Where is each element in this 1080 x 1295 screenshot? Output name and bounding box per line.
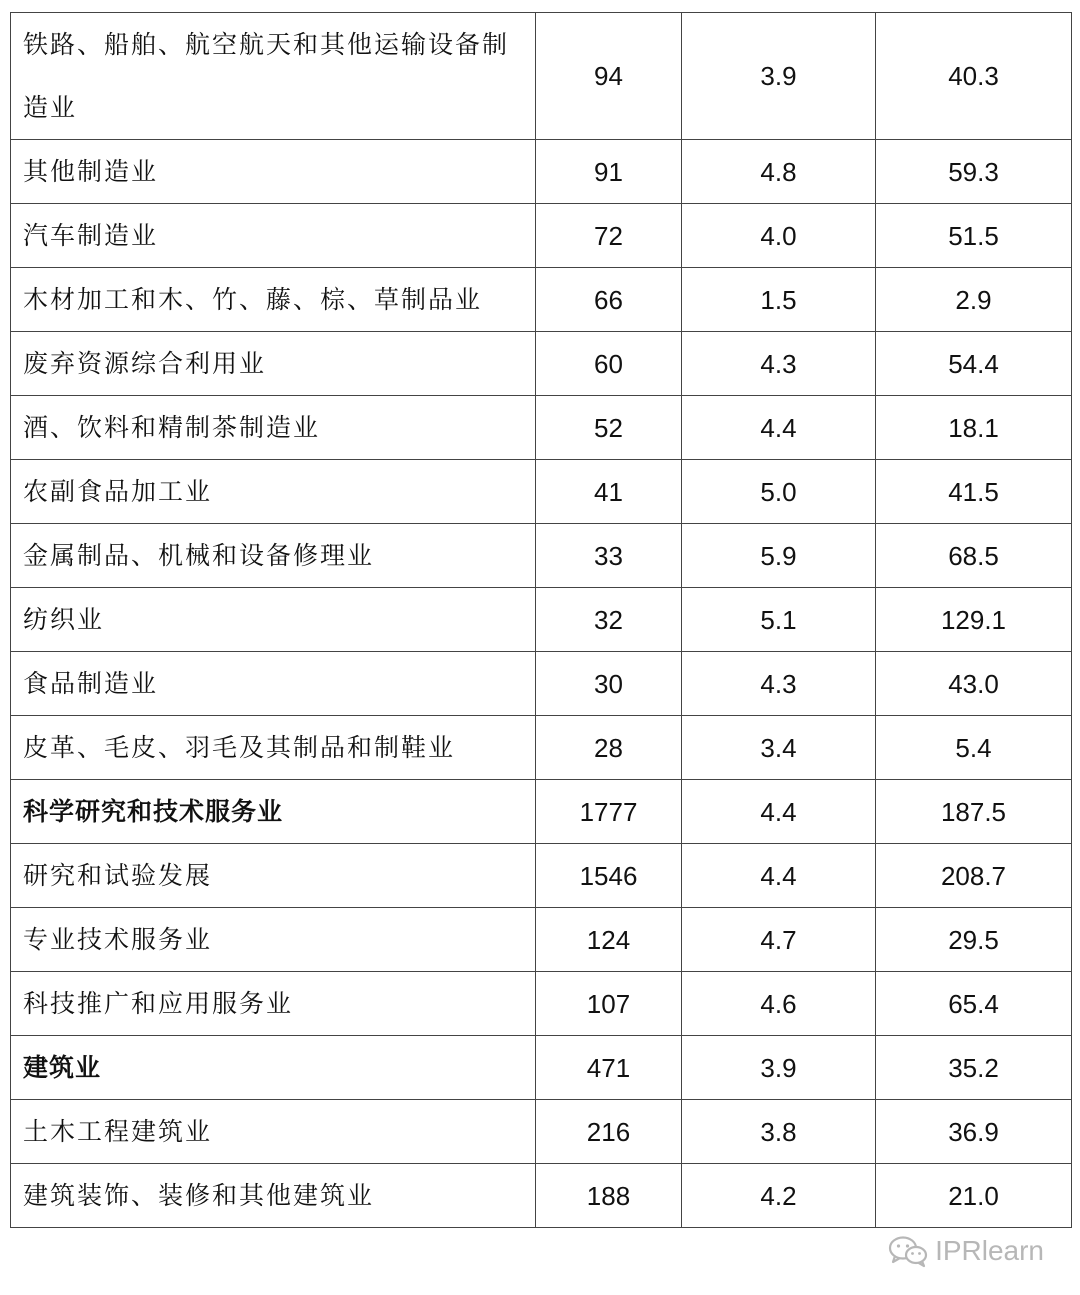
value-col-1: 471 [536, 1036, 682, 1100]
value-col-1: 1546 [536, 844, 682, 908]
industry-name: 废弃资源综合利用业 [11, 332, 536, 396]
value-col-1: 60 [536, 332, 682, 396]
industry-name: 其他制造业 [11, 140, 536, 204]
table-row [11, 652, 1072, 716]
value-col-2: 5.0 [682, 460, 876, 524]
watermark-text: IPRlearn [935, 1235, 1044, 1266]
value-col-1: 41 [536, 460, 682, 524]
industry-name: 木材加工和木、竹、藤、棕、草制品业 [11, 268, 536, 332]
industry-name: 专业技术服务业 [11, 908, 536, 972]
value-col-1: 94 [536, 13, 682, 140]
value-col-2: 1.5 [682, 268, 876, 332]
industry-name: 汽车制造业 [11, 204, 536, 268]
industry-name: 建筑装饰、装修和其他建筑业 [11, 1164, 536, 1228]
value-col-2: 3.9 [682, 13, 876, 140]
table-row [11, 524, 1072, 588]
table-row [11, 1164, 1072, 1228]
value-col-2: 4.3 [682, 332, 876, 396]
value-col-2: 5.9 [682, 524, 876, 588]
value-col-2: 5.1 [682, 588, 876, 652]
industry-name: 科技推广和应用服务业 [11, 972, 536, 1036]
value-col-1: 30 [536, 652, 682, 716]
value-col-3: 41.5 [876, 460, 1072, 524]
table-row [11, 844, 1072, 908]
value-col-1: 28 [536, 716, 682, 780]
industry-name: 金属制品、机械和设备修理业 [11, 524, 536, 588]
table-row [11, 396, 1072, 460]
wechat-icon [887, 1234, 929, 1268]
value-col-1: 107 [536, 972, 682, 1036]
table-row [11, 332, 1072, 396]
value-col-3: 35.2 [876, 1036, 1072, 1100]
value-col-2: 3.8 [682, 1100, 876, 1164]
value-col-2: 4.4 [682, 844, 876, 908]
table-row [11, 268, 1072, 332]
industry-name: 建筑业 [11, 1036, 536, 1100]
value-col-3: 29.5 [876, 908, 1072, 972]
value-col-1: 32 [536, 588, 682, 652]
industry-name: 铁路、船舶、航空航天和其他运输设备制造业 [11, 13, 536, 140]
value-col-1: 91 [536, 140, 682, 204]
industry-name: 皮革、毛皮、羽毛及其制品和制鞋业 [11, 716, 536, 780]
value-col-3: 36.9 [876, 1100, 1072, 1164]
industry-name: 酒、饮料和精制茶制造业 [11, 396, 536, 460]
industry-name: 食品制造业 [11, 652, 536, 716]
value-col-2: 4.0 [682, 204, 876, 268]
value-col-3: 65.4 [876, 972, 1072, 1036]
value-col-2: 4.2 [682, 1164, 876, 1228]
industry-name: 纺织业 [11, 588, 536, 652]
value-col-3: 51.5 [876, 204, 1072, 268]
value-col-2: 4.4 [682, 780, 876, 844]
value-col-3: 59.3 [876, 140, 1072, 204]
value-col-2: 4.7 [682, 908, 876, 972]
industry-name: 农副食品加工业 [11, 460, 536, 524]
table-row-category [11, 1036, 1072, 1100]
value-col-3: 5.4 [876, 716, 1072, 780]
value-col-1: 52 [536, 396, 682, 460]
industry-data-table [10, 12, 1072, 1228]
value-col-1: 72 [536, 204, 682, 268]
table-row-category [11, 780, 1072, 844]
value-col-3: 68.5 [876, 524, 1072, 588]
table-row [11, 13, 1072, 140]
value-col-2: 4.6 [682, 972, 876, 1036]
value-col-1: 33 [536, 524, 682, 588]
value-col-2: 4.3 [682, 652, 876, 716]
value-col-1: 124 [536, 908, 682, 972]
table-row [11, 972, 1072, 1036]
table-row [11, 1100, 1072, 1164]
table-row [11, 588, 1072, 652]
value-col-3: 129.1 [876, 588, 1072, 652]
value-col-1: 188 [536, 1164, 682, 1228]
value-col-2: 3.9 [682, 1036, 876, 1100]
value-col-1: 1777 [536, 780, 682, 844]
value-col-3: 2.9 [876, 268, 1072, 332]
value-col-3: 21.0 [876, 1164, 1072, 1228]
table-row [11, 140, 1072, 204]
value-col-2: 4.4 [682, 396, 876, 460]
value-col-1: 216 [536, 1100, 682, 1164]
value-col-3: 18.1 [876, 396, 1072, 460]
watermark [887, 1234, 1044, 1268]
table-row [11, 204, 1072, 268]
value-col-3: 54.4 [876, 332, 1072, 396]
value-col-3: 208.7 [876, 844, 1072, 908]
industry-name: 科学研究和技术服务业 [11, 780, 536, 844]
value-col-2: 4.8 [682, 140, 876, 204]
industry-name: 研究和试验发展 [11, 844, 536, 908]
table-row [11, 908, 1072, 972]
value-col-1: 66 [536, 268, 682, 332]
value-col-3: 43.0 [876, 652, 1072, 716]
industry-name: 土木工程建筑业 [11, 1100, 536, 1164]
table-row [11, 716, 1072, 780]
table-row [11, 460, 1072, 524]
value-col-2: 3.4 [682, 716, 876, 780]
value-col-3: 40.3 [876, 13, 1072, 140]
value-col-3: 187.5 [876, 780, 1072, 844]
